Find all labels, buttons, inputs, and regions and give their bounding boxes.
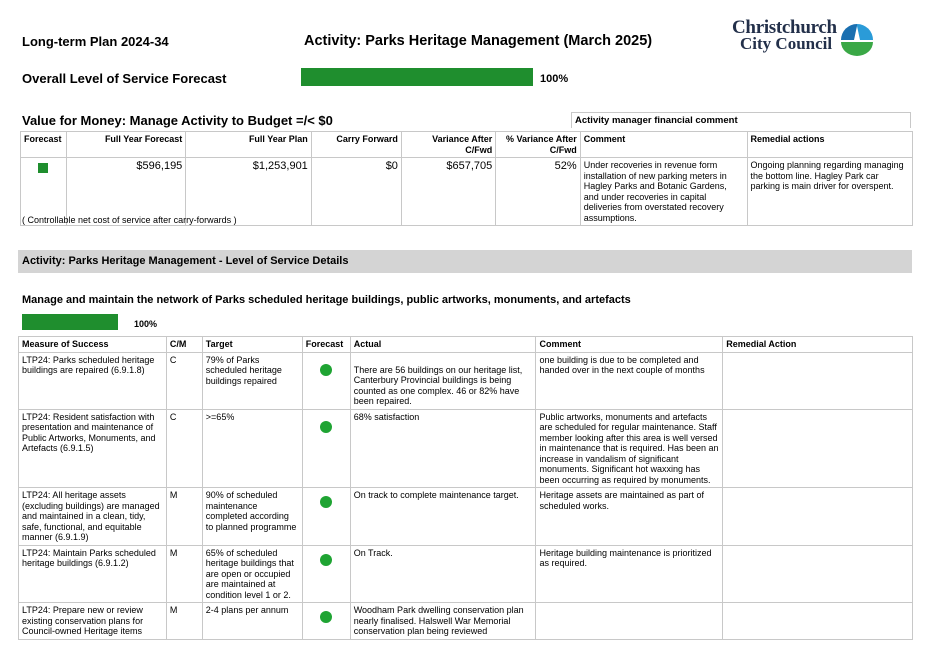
financial-table [20, 131, 913, 226]
council-logo [732, 17, 877, 60]
logo-line1: Christchurch [732, 17, 837, 38]
target-cell: 90% of scheduled maintenance completed according to planned programme [202, 488, 302, 546]
col-variance: Variance After C/Fwd [401, 132, 495, 158]
table-row [19, 603, 913, 640]
table-row [19, 545, 913, 603]
cm-cell: M [166, 545, 202, 603]
remedial-cell [723, 488, 913, 546]
remedial-cell [723, 352, 913, 409]
forecast-status-dot [320, 554, 332, 566]
cm-cell: M [166, 603, 202, 640]
target-cell: 79% of Parks scheduled heritage buildings repaired [202, 352, 302, 409]
goal-title: Manage and maintain the network of Parks scheduled heritage buildings, public artworks, monuments, and artefacts [22, 294, 631, 306]
page-title: Activity: Parks Heritage Management (March 2025) [304, 33, 653, 49]
measure-cell: LTP24: Resident satisfaction with presentation and maintenance of Public Artworks, Monuments, and Artefacts (6.9.1.5) [19, 409, 167, 488]
comment-cell: Heritage building maintenance is prioritized as required. [536, 545, 723, 603]
forecast-status-dot [320, 611, 332, 623]
cost-note: ( Controllable net cost of service after carry-forwards ) [22, 215, 237, 225]
financial-remedial: Ongoing planning regarding managing the bottom line. Hagley Park car parking is main driver for overspent. [747, 158, 913, 226]
col-pct-variance: % Variance After C/Fwd [496, 132, 580, 158]
goal-percent: 100% [134, 319, 158, 329]
actual-cell: There are 56 buildings on our heritage list, Canterbury Provincial buildings is being counted as one complex. 46 or 82% have been repaired. [350, 352, 536, 409]
remedial-cell [723, 409, 913, 488]
remedial-cell [723, 603, 913, 640]
comment-cell: Heritage assets are maintained as part of scheduled works. [536, 488, 723, 546]
col-remedial: Remedial actions [747, 132, 913, 158]
target-cell: >=65% [202, 409, 302, 488]
logo-line2: City Council [740, 34, 833, 53]
table-row [19, 352, 913, 409]
measure-cell: LTP24: Parks scheduled heritage buildings are repaired (6.9.1.8) [19, 352, 167, 409]
table-row [19, 488, 913, 546]
actual-cell: On track to complete maintenance target. [350, 488, 536, 546]
col-cm: C/M [166, 337, 202, 353]
measure-cell: LTP24: All heritage assets (excluding buildings) are managed and maintained in a clean, tidy, safe, functional, and equitable manner (6.9.1.9) [19, 488, 167, 546]
overall-percent: 100% [540, 73, 569, 85]
plan-title: Long-term Plan 2024-34 [22, 34, 169, 49]
forecast-status-dot [320, 421, 332, 433]
target-cell: 2-4 plans per annum [202, 603, 302, 640]
overall-label: Overall Level of Service Forecast [22, 71, 227, 86]
comment-cell: one building is due to be completed and handed over in the next couple of months [536, 352, 723, 409]
col-carry-forward: Carry Forward [311, 132, 401, 158]
table-row [19, 409, 913, 488]
financial-comment: Under recoveries in revenue form installation of new parking meters in Hagley Parks and Botanic Gardens, and under recoveries in capital deliveries from overstated recovery assumptions. [580, 158, 747, 226]
section-header [18, 250, 912, 273]
target-cell: 65% of scheduled heritage buildings that are open or occupied are maintained at condition level 1 or 2. [202, 545, 302, 603]
cm-cell: C [166, 409, 202, 488]
actual-cell: Woodham Park dwelling conservation plan nearly finalised. Halswell War Memorial conservation plan being reviewed [350, 603, 536, 640]
col-measure: Measure of Success [19, 337, 167, 353]
col-comment: Comment [580, 132, 747, 158]
col-forecast: Forecast [21, 132, 67, 158]
col-full-year-forecast: Full Year Forecast [66, 132, 185, 158]
col-actual: Actual [350, 337, 536, 353]
comment-cell [536, 603, 723, 640]
measure-cell: LTP24: Prepare new or review existing conservation plans for Council-owned Heritage items [19, 603, 167, 640]
carry-forward-value: $0 [311, 158, 401, 226]
vfm-title: Value for Money: Manage Activity to Budget =/< $0 [22, 113, 333, 128]
overall-progress-bar [301, 68, 533, 86]
forecast-status-dot [320, 364, 332, 376]
service-details-table [18, 336, 913, 640]
cm-cell: M [166, 488, 202, 546]
details-header-row [19, 337, 913, 353]
full-year-forecast-value: $596,195 [66, 158, 185, 226]
forecast-status-square [38, 163, 48, 173]
col-remedial-action: Remedial Action [723, 337, 913, 353]
remedial-cell [723, 545, 913, 603]
measure-cell: LTP24: Maintain Parks scheduled heritage buildings (6.9.1.2) [19, 545, 167, 603]
financial-comment-header: Activity manager financial comment [571, 112, 911, 128]
variance-value: $657,705 [401, 158, 495, 226]
cathedral-icon [838, 22, 876, 56]
col-forecast: Forecast [302, 337, 350, 353]
col-full-year-plan: Full Year Plan [186, 132, 312, 158]
section-title: Activity: Parks Heritage Management - Level of Service Details [22, 255, 349, 267]
goal-progress-bar [22, 314, 118, 330]
forecast-status-dot [320, 496, 332, 508]
full-year-plan-value: $1,253,901 [186, 158, 312, 226]
cm-cell: C [166, 352, 202, 409]
actual-cell: On Track. [350, 545, 536, 603]
pct-variance-value: 52% [496, 158, 580, 226]
financial-header-row [21, 132, 913, 158]
col-target: Target [202, 337, 302, 353]
comment-cell: Public artworks, monuments and artefacts are scheduled for regular maintenance. Staff member looking after this area is well versed in maintenance that is required. Has been an increase in vandalism of significant monuments. Significant hot waxxing has been occurring as required by monuments. [536, 409, 723, 488]
actual-cell: 68% satisfaction [350, 409, 536, 488]
col-comment: Comment [536, 337, 723, 353]
